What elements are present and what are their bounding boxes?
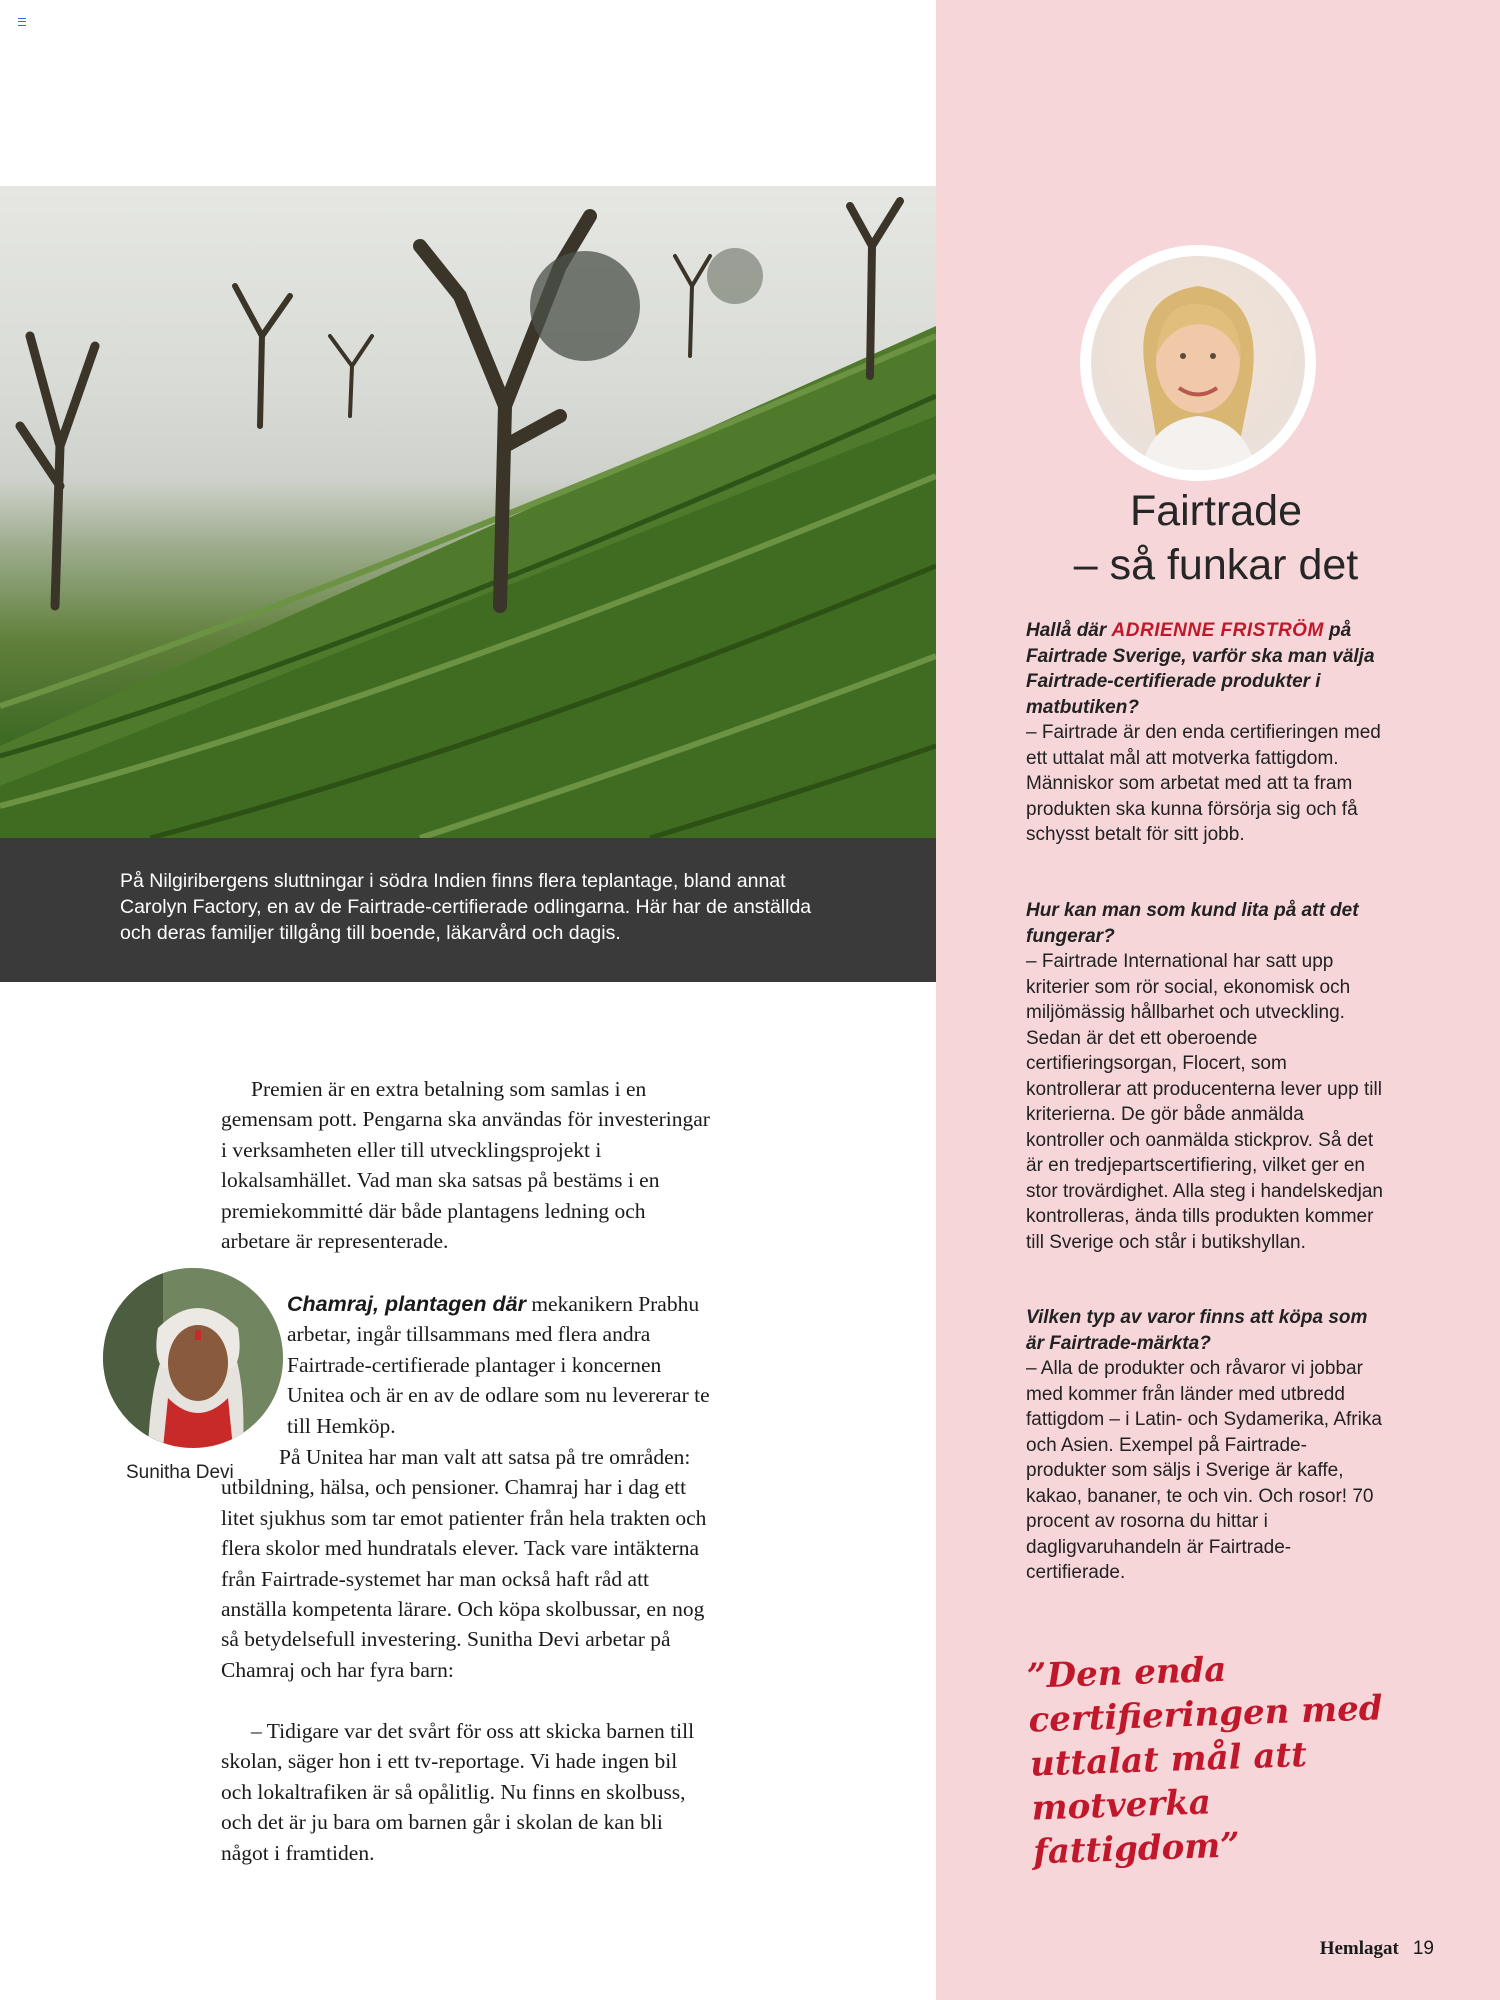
portrait-frame: [1080, 245, 1316, 481]
avatar-illustration: [103, 1268, 283, 1448]
article-para-1: Premien är en extra betalning som samlas i en gemensam pott. Pengarna ska användas för investeringar i verksamheten eller till utvecklingsprojekt i lokalsamhället. Vad man ska satsas på bestäms i en premiekommitté där både plantagens ledning och arbetare är representerade.: [221, 1077, 710, 1254]
question-text: på Fairtrade Sverige, varför ska man välja Fairtrade-certifierade produkter i matbutiken?: [1026, 620, 1375, 718]
qa-answer-3: – Alla de produkter och råvaror vi jobbar med kommer från länder med utbredd fattigdom – i Latin- och Sydamerika, Afrika och Asien. Exempel på Fairtrade-produkter som säljs i Sverige är kaffe, kakao, bananer, te och vin. Och rosor! 70 procent av rosorna du hittar i dagligvaruhandeln är Fairtrade-certifierade.: [1026, 1358, 1382, 1583]
tea-plantation-photo: [0, 186, 936, 838]
sidebar-title-line1: Fairtrade: [1129, 487, 1303, 535]
magazine-name: Hemlagat: [1319, 1938, 1399, 1959]
qa-block-1: [1026, 618, 1386, 848]
qa-answer-1: – Fairtrade är den enda certifieringen med ett uttalat mål att motverka fattigdom. Människor som arbetat med att ta fram produkten ska kunna försörja sig och få schysst betalt för sitt jobb.: [1026, 722, 1381, 845]
page-number: 19: [1412, 1938, 1434, 1959]
photo-caption: På Nilgiribergens sluttningar i södra Indien finns flera teplantage, bland annat Carolyn Factory, en av de Fairtrade-certifierade odlingarna. Här har de anställda och deras familjer tillgång till boende, läkarvård och dagis.: [120, 870, 812, 944]
article-para-2: [287, 1289, 711, 1441]
portrait-illustration: [1091, 256, 1305, 470]
pull-quote: ”Den enda certifieringen med uttalat mål att motverka fattigdom”: [1026, 1649, 1384, 1873]
qa-question-2: Hur kan man som kund lita på att det fungerar?: [1026, 900, 1359, 947]
article-para-3: På Unitea har man valt att satsa på tre områden: utbildning, hälsa, och pensioner. Chamraj har i dag ett litet sjukhus som tar emot patienter från hela trakten och flera skolor med hundratals elever. Tack vare intäkterna från Fairtrade-systemet har man också haft råd att anställa kompetenta lärare. Och köpa skolbussar, en nog så betydelsefull investering. Sunitha Devi arbetar på Chamraj och har fyra barn:: [221, 1445, 707, 1682]
qa-question-3: Vilken typ av varor finns att köpa som är Fairtrade-märkta?: [1026, 1307, 1368, 1354]
avatar-caption: Sunitha Devi: [126, 1462, 234, 1483]
menu-icon: [18, 18, 26, 26]
para-text: mekanikern Prabhu arbetar, ingår tillsammans med flera andra Fairtrade-certifierade plantager i koncernen Unitea och är en av de odlare som nu levererar te till Hemköp.: [287, 1292, 710, 1438]
page-footer: [1320, 1938, 1434, 1960]
adrienne-portrait: [1091, 256, 1305, 470]
qa-question-1: [1026, 618, 1386, 720]
article-para-4: – Tidigare var det svårt för oss att skicka barnen till skolan, säger hon i ett tv-reportage. Vi hade ingen bil och lokaltrafiken är så opålitlig. Nu finns en skolbuss, och det är ju bara om barnen går i skolan de kan bli något i framtiden.: [221, 1719, 695, 1865]
qa-answer-2: – Fairtrade International har satt upp kriterier som rör social, ekonomisk och miljömässig hållbarhet och utveckling. Sedan är det ett oberoende certifieringsorgan, Flocert, som kontrollerar att producenterna lever upp till kriterierna. De gör både anmälda kontroller och oanmälda stickprov. Så det är en tredjepartscertifiering, vilket ger en stor trovärdighet. Alla steg i handelskedjan kontrolleras, ända tills produkten kommer till Sverige och står i butikshyllan.: [1026, 951, 1383, 1253]
qa-block-2: [1026, 898, 1386, 1255]
qa-block-3: [1026, 1305, 1386, 1586]
sidebar-title: [980, 484, 1452, 592]
para-lead-in: Chamraj, plantagen där: [287, 1292, 526, 1316]
sunitha-devi-portrait: [103, 1268, 283, 1448]
photo-illustration: [0, 186, 936, 838]
interviewee-name: ADRIENNE FRISTRÖM: [1111, 620, 1324, 641]
question-text: Hallå där: [1026, 620, 1112, 641]
sidebar-title-line2: – så funkar det: [1073, 541, 1359, 589]
